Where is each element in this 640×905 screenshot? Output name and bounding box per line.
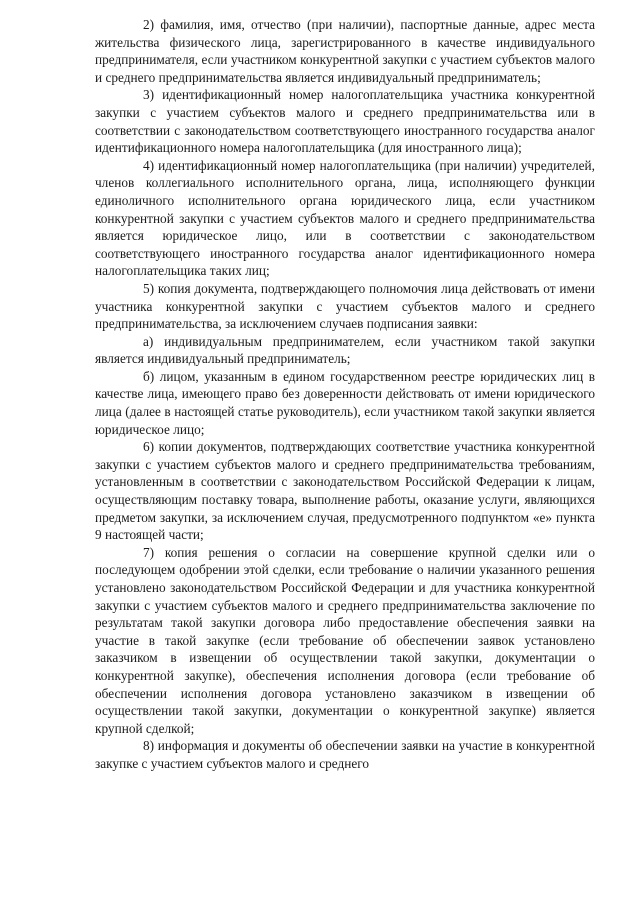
document-page bbox=[95, 16, 595, 773]
paragraph-item-7: 7) копия решения о согласии на совершение крупной сделки или о последующем одобрении этой сделки, если требование о наличии указанного решения установлено законодательством Российской Федерации и для участника конкурентной закупки с участием субъектов малого и среднего предпринимательства заключение по результатам такой закупки договора либо предоставление обеспечения заявки на участие в такой закупке (если требование об обеспечении заявок установлено заказчиком в извещении об осуществлении такой закупки, документации о конкурентной закупке), обеспечения исполнения договора (если требование об обеспечении исполнения договора установлено заказчиком в извещении об осуществлении такой закупки, документации о конкурентной закупке) является крупной сделкой; bbox=[95, 544, 595, 736]
paragraph-item-8: 8) информация и документы об обеспечении заявки на участие в конкурентной закупке с участием субъектов малого и среднего bbox=[95, 738, 595, 771]
paragraph-subitem-a: а) индивидуальным предпринимателем, если участником такой закупки является индивидуальный предприниматель; bbox=[95, 333, 595, 367]
paragraph-item-6: 6) копии документов, подтверждающих соответствие участника конкурентной закупки с участием субъектов малого и среднего предпринимательства требованиям, установленным в соответствии с законодательством Российской Федерации к лицам, осуществляющим поставку товара, выполнение работы, оказание услуги, являющихся предметом закупки, за исключением случая, предусмотренного подпунктом «е» пункта 9 настоящей части; bbox=[95, 439, 595, 543]
paragraph-item-3: 3) идентификационный номер налогоплательщика участника конкурентной закупки с участием субъектов малого и среднего предпринимательства или в соответствии с законодательством соответствующего иностранного государства аналог идентификационного номера налогоплательщика (для иностранного лица); bbox=[95, 87, 595, 156]
paragraph-item-4: 4) идентификационный номер налогоплательщика (при наличии) учредителей, членов коллегиального исполнительного органа, лица, исполняющего функции единоличного исполнительного органа юридического лица, если участником конкурентной закупки с участием субъектов малого и среднего предпринимательства является юридическое лицо, или в соответствии с законодательством соответствующего иностранного государства аналог идентификационного номера налогоплательщика таких лиц; bbox=[95, 157, 595, 279]
paragraph-item-5: 5) копия документа, подтверждающего полномочия лица действовать от имени участника конкурентной закупки с участием субъектов малого и среднего предпринимательства, за исключением случаев подписания заявки: bbox=[95, 280, 595, 332]
paragraph-item-2: 2) фамилия, имя, отчество (при наличии), паспортные данные, адрес места жительства физического лица, зарегистрированного в качестве индивидуального предпринимателя, если участником конкурентной закупки с участием субъектов малого и среднего предпринимательства является индивидуальный предприниматель; bbox=[95, 17, 595, 85]
paragraph-subitem-b: б) лицом, указанным в едином государственном реестре юридических лиц в качестве лица, имеющего право без доверенности действовать от имени юридического лица (далее в настоящей статье руководитель), если участником такой закупки является юридическое лицо; bbox=[95, 368, 595, 437]
